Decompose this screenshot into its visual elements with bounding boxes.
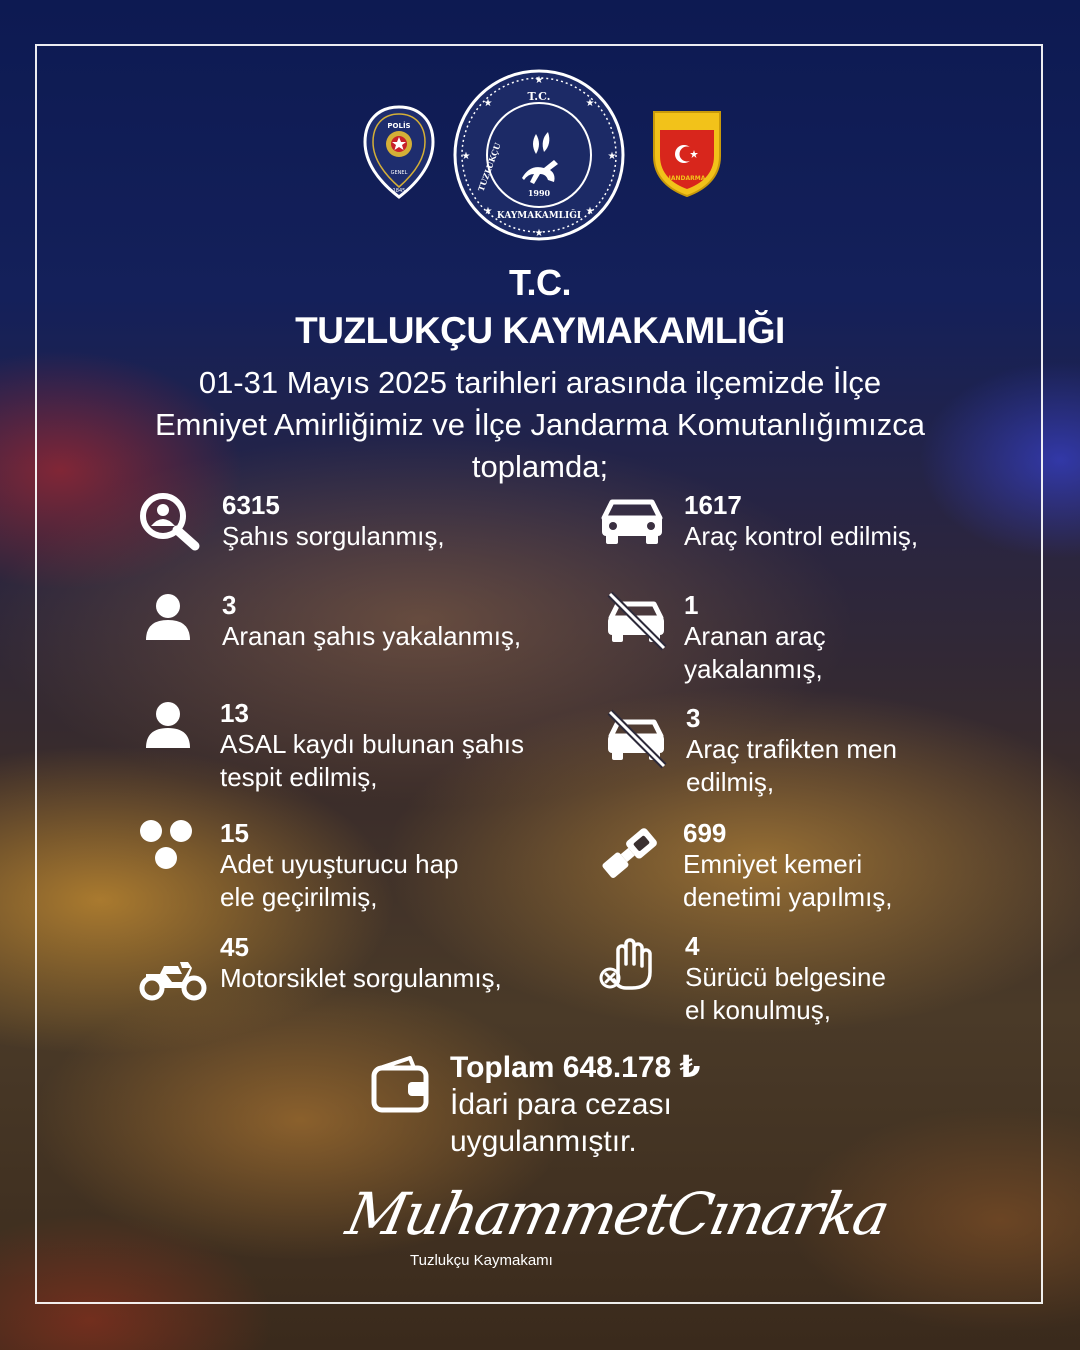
wallet-icon: [370, 1056, 432, 1114]
svg-text:★: ★: [483, 98, 493, 109]
hand-stop-icon: [598, 938, 654, 992]
header-tc: T.C.: [508, 262, 571, 303]
svg-text:★: ★: [684, 117, 690, 123]
svg-text:★: ★: [677, 118, 683, 124]
jandarma-emblem-icon: [650, 108, 724, 198]
car-crossed-icon: [604, 708, 668, 770]
stat-label: Motorsiklet sorgulanmış,: [220, 963, 502, 993]
svg-text:T.C.: T.C.: [527, 90, 551, 103]
stat-label: ele geçirilmiş,: [220, 882, 378, 912]
intro-line-2: Emniyet Amirliğimiz ve İlçe Jandarma Komutanlığımızca: [154, 407, 926, 442]
svg-text:★: ★: [461, 151, 471, 162]
kaymakamlik-seal-icon: [452, 68, 626, 242]
search-person-icon: [138, 492, 200, 552]
stat-asal-kaydi: [220, 698, 524, 794]
intro-text: [60, 362, 1020, 488]
seatbelt-icon: [598, 822, 662, 884]
svg-text:★: ★: [667, 120, 673, 126]
svg-text:★: ★: [585, 206, 595, 217]
svg-text:1990: 1990: [527, 188, 551, 198]
stat-value: 3: [222, 590, 237, 620]
svg-text:GENEL: GENEL: [390, 170, 408, 176]
stat-label: el konulmuş,: [685, 995, 831, 1025]
stat-label: denetimi yapılmış,: [683, 882, 893, 912]
stat-label: Adet uyuşturucu hap: [220, 849, 459, 879]
stat-aranan-arac: [684, 590, 826, 686]
stat-value: 15: [220, 818, 249, 848]
total-line-2: uygulanmıştır.: [450, 1125, 637, 1158]
stat-label: Emniyet kemeri: [683, 849, 863, 879]
stat-value: 1: [684, 590, 699, 620]
svg-text:1845: 1845: [392, 188, 406, 194]
total-value: Toplam 648.178 ₺: [450, 1051, 701, 1084]
svg-text:★: ★: [534, 228, 544, 239]
svg-text:KAYMAKAMLIĞI: KAYMAKAMLIĞI: [496, 211, 582, 221]
total-line-1: İdari para cezası: [450, 1088, 672, 1121]
signature-title: Tuzlukçu Kaymakamı: [410, 1252, 553, 1269]
stat-surucu-belgesi: [685, 931, 886, 1027]
stat-value: 1617: [684, 490, 742, 520]
stat-value: 13: [220, 698, 249, 728]
car-crossed-icon: [604, 590, 668, 652]
svg-text:POLİS: POLİS: [387, 122, 411, 130]
stat-label: Araç kontrol edilmiş,: [684, 521, 919, 551]
svg-text:★: ★: [585, 98, 595, 109]
intro-line-3: toplamda;: [471, 449, 609, 484]
stat-value: 4: [685, 931, 700, 961]
stat-aranan-sahis: [222, 590, 521, 653]
svg-text:★: ★: [701, 120, 707, 126]
person-icon: [144, 592, 192, 642]
stat-label: ASAL kaydı bulunan şahıs: [220, 729, 525, 759]
stat-arac-kontrol: [684, 490, 918, 553]
motorcycle-icon: [138, 952, 208, 1002]
stat-value: 699: [683, 818, 727, 848]
stat-sahis-sorgu: [222, 490, 445, 553]
stat-label: Araç trafikten men: [686, 734, 897, 764]
stat-label: Sürücü belgesine: [685, 962, 886, 992]
svg-text:★: ★: [534, 75, 544, 86]
stat-value: 45: [220, 932, 249, 962]
stat-motorsiklet: [220, 932, 502, 995]
stat-label: tespit edilmiş,: [220, 762, 378, 792]
signature-name: MuhammetCınarka: [340, 1180, 894, 1248]
intro-line-1: 01-31 Mayıs 2025 tarihleri arasında ilçemizde İlçe: [198, 365, 882, 400]
svg-text:JANDARMA: JANDARMA: [668, 175, 706, 182]
stat-label: edilmiş,: [686, 767, 775, 797]
car-icon: [600, 496, 664, 546]
stat-trafikten-men: [686, 703, 897, 799]
signature: [340, 1180, 894, 1280]
svg-text:★: ★: [607, 151, 617, 162]
svg-text:TUZLUKÇU: TUZLUKÇU: [475, 141, 503, 193]
police-emblem-icon: [362, 104, 436, 200]
stat-label: yakalanmış,: [684, 654, 823, 684]
person-icon: [144, 700, 192, 750]
svg-text:★: ★: [691, 118, 697, 124]
total-block: [450, 1050, 700, 1160]
stat-value: 3: [686, 703, 701, 733]
stat-value: 6315: [222, 490, 280, 520]
stat-label: Aranan araç: [684, 621, 826, 651]
svg-text:★: ★: [483, 206, 493, 217]
header-kaymakamlik: TUZLUKÇU KAYMAKAMLIĞI: [295, 310, 785, 351]
pills-icon: [138, 818, 196, 872]
stat-label: Aranan şahıs yakalanmış,: [222, 621, 522, 651]
stat-uyusturucu: [220, 818, 459, 914]
stat-label: Şahıs sorgulanmış,: [222, 521, 445, 551]
stat-emniyet-kemeri: [683, 818, 893, 914]
